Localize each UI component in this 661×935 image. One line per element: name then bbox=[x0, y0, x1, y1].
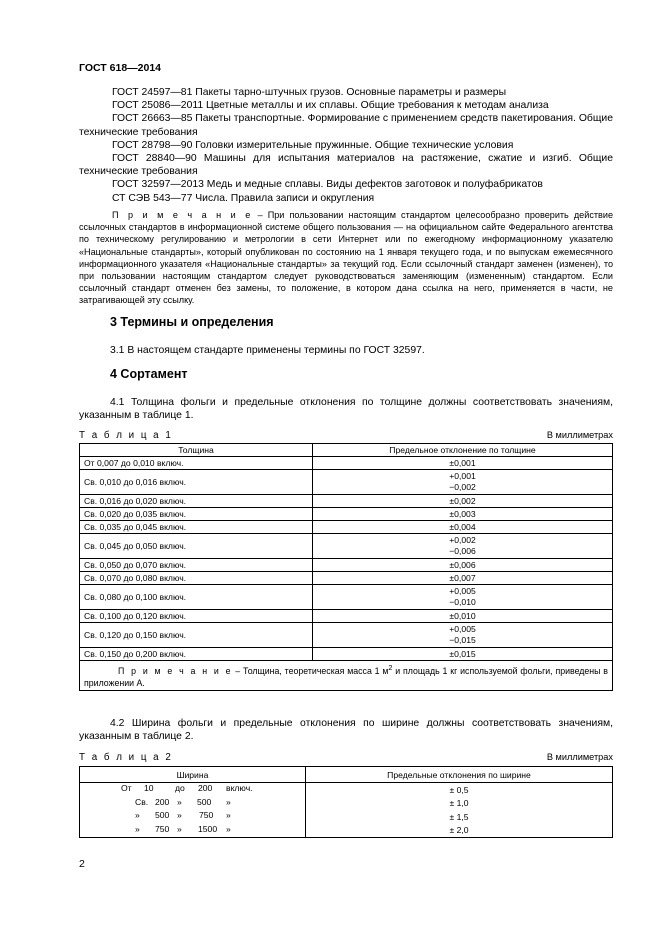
table-header-cell: Предельное отклонение по толщине bbox=[313, 444, 613, 457]
table-row bbox=[80, 797, 613, 811]
width-prefix: От bbox=[121, 783, 132, 793]
tolerance-lower: −0,006 bbox=[449, 546, 476, 556]
width-to: 1500 bbox=[198, 823, 218, 834]
tolerance-cell bbox=[313, 521, 613, 534]
width-cell bbox=[80, 797, 306, 811]
references-note bbox=[79, 209, 613, 307]
thickness-cell: Св. 0,080 до 0,100 включ. bbox=[80, 585, 313, 610]
table-2-caption: Т а б л и ц а 2 bbox=[79, 752, 173, 763]
note-label: П р и м е ч а н и е bbox=[118, 665, 233, 676]
tolerance-cell bbox=[313, 457, 613, 470]
tolerance-cell bbox=[313, 610, 613, 623]
thickness-cell: Св. 0,100 до 0,120 включ. bbox=[80, 610, 313, 623]
tolerance-upper: +0,005 bbox=[449, 586, 476, 596]
section-4-2-text: 4.2 Ширина фольги и предельные отклонения по ширине должны соответствовать значениям, указанным в таблице 2. bbox=[79, 718, 613, 743]
width-suffix: » bbox=[226, 796, 231, 807]
table-row bbox=[80, 610, 613, 623]
width-to-label: » bbox=[177, 823, 182, 834]
table-row bbox=[80, 470, 613, 495]
tolerance-cell: ± 2,0 bbox=[306, 824, 613, 838]
table-note-row bbox=[80, 661, 613, 691]
table-row bbox=[80, 824, 613, 838]
tolerance-lower: −0,010 bbox=[449, 597, 476, 607]
width-prefix: » bbox=[135, 823, 140, 834]
tolerance-upper: +0,005 bbox=[449, 624, 476, 634]
width-from: 750 bbox=[155, 823, 170, 834]
table-row bbox=[80, 495, 613, 508]
width-to: 500 bbox=[197, 796, 212, 807]
table-1-caption-row bbox=[79, 430, 613, 442]
width-suffix: » bbox=[226, 823, 231, 834]
section-4-title: 4 Сортамент bbox=[110, 367, 188, 381]
table-header-cell: Предельные отклонения по ширине bbox=[306, 767, 613, 783]
table-row bbox=[80, 783, 613, 797]
thickness-cell: Св. 0,035 до 0,045 включ. bbox=[80, 521, 313, 534]
tolerance-cell: ± 0,5 bbox=[306, 783, 613, 797]
width-to-label: » bbox=[177, 810, 182, 820]
thickness-cell: Св. 0,070 до 0,080 включ. bbox=[80, 572, 313, 585]
width-cell bbox=[80, 824, 306, 838]
reference-item: ГОСТ 32597—2013 Медь и медные сплавы. Виды дефектов заготовок и полуфабрикатов bbox=[112, 179, 543, 191]
reference-item: ГОСТ 25086—2011 Цветные металлы и их сплавы. Общие требования к методам анализа bbox=[112, 100, 549, 112]
tolerance-value: ±0,007 bbox=[449, 572, 476, 583]
table-2-units: В миллиметрах bbox=[546, 752, 613, 762]
table-row bbox=[80, 585, 613, 610]
tolerance-value: ±0,006 bbox=[449, 559, 476, 570]
tolerance-cell bbox=[313, 585, 613, 610]
reference-item: ГОСТ 24597—81 Пакеты тарно-штучных грузов. Основные параметры и размеры bbox=[112, 87, 507, 98]
table-1-caption: Т а б л и ц а 1 bbox=[79, 430, 173, 441]
width-to-label: до bbox=[175, 783, 185, 793]
tolerance-value: ±0,004 bbox=[449, 521, 476, 532]
table-row bbox=[80, 521, 613, 534]
tolerance-cell bbox=[313, 648, 613, 661]
table-row bbox=[80, 457, 613, 470]
reference-item: ГОСТ 28798—90 Головки измерительные пружинные. Общие технические условия bbox=[112, 139, 514, 151]
table-1-units: В миллиметрах bbox=[546, 430, 613, 440]
tolerance-lower: −0,002 bbox=[449, 482, 476, 492]
thickness-cell: Св. 0,010 до 0,016 включ. bbox=[80, 470, 313, 495]
width-prefix: » bbox=[135, 810, 140, 820]
tolerance-upper: +0,002 bbox=[449, 535, 476, 545]
width-cell bbox=[80, 810, 306, 824]
table-row bbox=[80, 572, 613, 585]
width-cell bbox=[80, 783, 306, 797]
tolerance-upper: +0,001 bbox=[449, 471, 476, 481]
tolerance-cell bbox=[313, 495, 613, 508]
table-row bbox=[80, 648, 613, 661]
thickness-cell: От 0,007 до 0,010 включ. bbox=[80, 457, 313, 470]
tolerance-value: ±0,003 bbox=[449, 508, 476, 519]
thickness-cell: Св. 0,045 до 0,050 включ. bbox=[80, 534, 313, 559]
width-from: 200 bbox=[155, 796, 170, 807]
tolerance-cell bbox=[313, 572, 613, 585]
table-header-cell: Толщина bbox=[80, 444, 313, 457]
width-from: 10 bbox=[144, 783, 154, 793]
width-prefix: Св. bbox=[135, 796, 149, 807]
tolerance-value: ±0,001 bbox=[449, 457, 476, 468]
table-2-width bbox=[79, 766, 613, 838]
note-label: П р и м е ч а н и е bbox=[112, 210, 253, 220]
tolerance-value: ±0,015 bbox=[449, 648, 476, 659]
superscript: 2 bbox=[388, 663, 393, 672]
reference-item: СТ СЭВ 543—77 Числа. Правила записи и округления bbox=[112, 192, 375, 204]
normative-references-list bbox=[79, 86, 613, 205]
table-row bbox=[80, 623, 613, 648]
width-to: 750 bbox=[199, 810, 214, 820]
tolerance-cell bbox=[313, 508, 613, 521]
width-to: 200 bbox=[198, 783, 213, 793]
note-text: – При пользовании настоящим стандартом целесообразно проверить действие ссылочных стандартов в информационной системе общего пользования — на официальном сайте Федерального агентства по техническому регулированию и метрологии в сети Интернет или по ежегодному информационному указателю «Национальные стандарты», который опубликован по состоянию на 1 января текущего года, и по выпускам ежемесячного информационного указателя «Национальные стандарты» за текущий год. Если ссылочный стандарт заменен (изменен), то при пользовании настоящим стандартом следует руководствоваться заменяющим (измененным) стандартом. Если ссылочный стандарт отменен без замены, то положение, в котором дана ссылка на него, применяется в части, не затрагивающей эту ссылку. bbox=[79, 210, 614, 306]
tolerance-cell bbox=[313, 534, 613, 559]
thickness-cell: Св. 0,150 до 0,200 включ. bbox=[80, 648, 313, 661]
width-suffix: » bbox=[226, 810, 231, 820]
table-row bbox=[80, 810, 613, 824]
reference-item: ГОСТ 28840—90 Машины для испытания материалов на растяжение, сжатие и изгиб. Общие технические требования bbox=[79, 153, 613, 178]
thickness-cell: Св. 0,020 до 0,035 включ. bbox=[80, 508, 313, 521]
tolerance-cell bbox=[313, 559, 613, 572]
page-number: 2 bbox=[79, 858, 85, 870]
width-from: 500 bbox=[155, 810, 170, 820]
thickness-cell: Св. 0,016 до 0,020 включ. bbox=[80, 495, 313, 508]
note-text: и площадь 1 кг используемой фольги, приведены в приложении А. bbox=[84, 665, 608, 688]
table-row bbox=[80, 508, 613, 521]
tolerance-value: ±0,002 bbox=[449, 495, 476, 506]
table-row bbox=[80, 534, 613, 559]
thickness-cell: Св. 0,120 до 0,150 включ. bbox=[80, 623, 313, 648]
document-header: ГОСТ 618—2014 bbox=[79, 62, 162, 74]
tolerance-cell: ± 1,5 bbox=[306, 810, 613, 824]
tolerance-cell bbox=[313, 470, 613, 495]
table-1-thickness bbox=[79, 443, 613, 691]
tolerance-cell bbox=[313, 623, 613, 648]
tolerance-cell: ± 1,0 bbox=[306, 797, 613, 811]
reference-item: ГОСТ 26663—85 Пакеты транспортные. Формирование с применением средств пакетирования. Общие технические требования bbox=[79, 113, 613, 138]
thickness-cell: Св. 0,050 до 0,070 включ. bbox=[80, 559, 313, 572]
section-4-1-text: 4.1 Толщина фольги и предельные отклонения по толщине должны соответствовать значениям, указанным в таблице 1. bbox=[79, 397, 613, 422]
tolerance-lower: −0,015 bbox=[449, 635, 476, 645]
section-3-1-text: 3.1 В настоящем стандарте применены термины по ГОСТ 32597. bbox=[110, 345, 425, 356]
width-suffix: включ. bbox=[226, 783, 253, 793]
width-to-label: » bbox=[177, 796, 182, 807]
table-2-caption-row bbox=[79, 752, 613, 764]
tolerance-value: ±0,010 bbox=[449, 610, 476, 621]
note-text: – Толщина, теоретическая масса 1 м bbox=[232, 665, 389, 676]
table-header-cell: Ширина bbox=[80, 767, 306, 783]
table-row bbox=[80, 559, 613, 572]
section-3-title: 3 Термины и определения bbox=[110, 315, 274, 329]
table-1-note bbox=[80, 661, 613, 691]
